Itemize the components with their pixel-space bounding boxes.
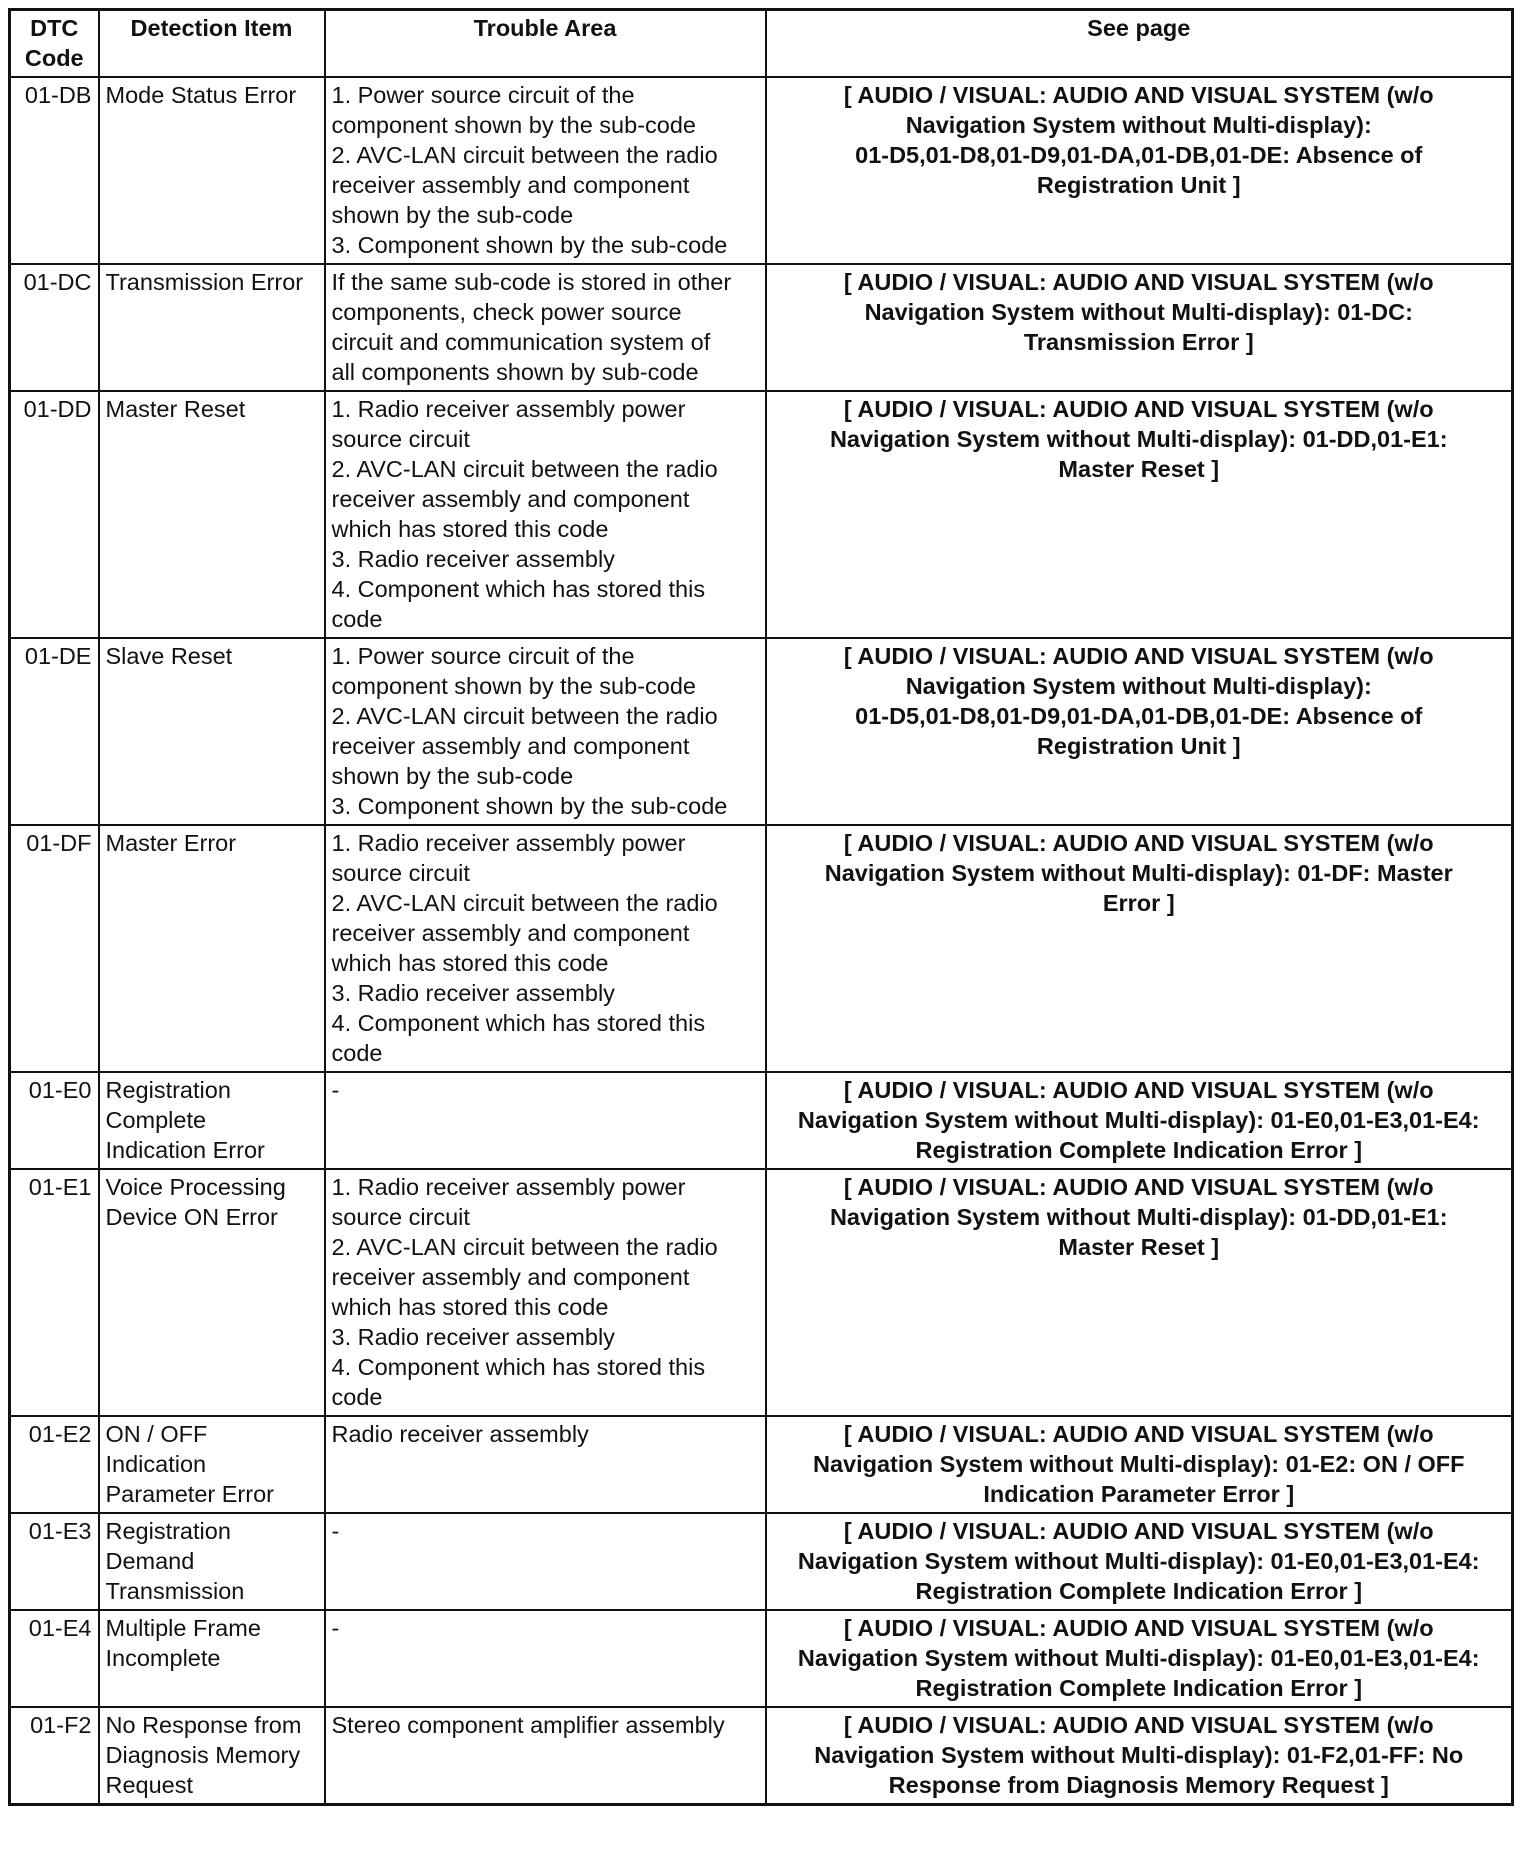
- trouble-area-cell: [325, 391, 766, 638]
- table-row: [10, 1707, 1513, 1805]
- trouble-line: source circuit: [331, 1204, 470, 1230]
- see-page-cell[interactable]: [766, 1072, 1513, 1169]
- see-page-line: Navigation System without Multi-display):: [905, 673, 1372, 699]
- trouble-line: code: [331, 606, 383, 632]
- trouble-area-cell: [325, 264, 766, 391]
- detection-line: Multiple Frame: [105, 1615, 261, 1641]
- detection-line: Transmission Error: [105, 269, 304, 295]
- see-page-line: [ AUDIO / VISUAL: AUDIO AND VISUAL SYSTEM (w/o: [843, 1712, 1434, 1738]
- dtc-code-cell: 01-F2: [10, 1707, 99, 1805]
- trouble-line: shown by the sub-code: [331, 763, 574, 789]
- detection-line: Parameter Error: [105, 1481, 274, 1507]
- see-page-line: [ AUDIO / VISUAL: AUDIO AND VISUAL SYSTEM (w/o: [843, 1421, 1434, 1447]
- table-row: [10, 1169, 1513, 1416]
- detection-item-cell: [99, 264, 325, 391]
- trouble-line: which has stored this code: [331, 1294, 609, 1320]
- see-page-cell[interactable]: [766, 1416, 1513, 1513]
- header-dtc-code-line2: Code: [24, 45, 84, 71]
- detection-item-cell: [99, 391, 325, 638]
- trouble-area-cell: [325, 77, 766, 264]
- trouble-line: all components shown by sub-code: [331, 359, 699, 385]
- see-page-line: Navigation System without Multi-display): 01-E0,01-E3,01-E4:: [797, 1548, 1480, 1574]
- table-row: [10, 825, 1513, 1072]
- detection-line: ON / OFF: [105, 1421, 208, 1447]
- trouble-line: 3. Radio receiver assembly: [331, 546, 615, 572]
- see-page-cell[interactable]: [766, 264, 1513, 391]
- trouble-line: receiver assembly and component: [331, 733, 690, 759]
- see-page-line: Error ]: [1102, 890, 1175, 916]
- trouble-area-cell: [325, 1416, 766, 1513]
- trouble-line: 3. Radio receiver assembly: [331, 980, 615, 1006]
- trouble-line: receiver assembly and component: [331, 172, 690, 198]
- see-page-line: Navigation System without Multi-display): 01-DF: Master: [824, 860, 1453, 886]
- trouble-line: 2. AVC-LAN circuit between the radio: [331, 703, 718, 729]
- trouble-line: 2. AVC-LAN circuit between the radio: [331, 890, 718, 916]
- trouble-line: 3. Radio receiver assembly: [331, 1324, 615, 1350]
- table-row: [10, 264, 1513, 391]
- see-page-line: [ AUDIO / VISUAL: AUDIO AND VISUAL SYSTEM (w/o: [843, 643, 1434, 669]
- detection-item-cell: [99, 77, 325, 264]
- trouble-line: 4. Component which has stored this: [331, 1010, 706, 1036]
- trouble-line: circuit and communication system of: [331, 329, 711, 355]
- see-page-cell[interactable]: [766, 1707, 1513, 1805]
- see-page-cell[interactable]: [766, 1513, 1513, 1610]
- header-dtc-code: [10, 10, 99, 78]
- trouble-line: source circuit: [331, 860, 470, 886]
- trouble-line: 2. AVC-LAN circuit between the radio: [331, 456, 718, 482]
- see-page-line: [ AUDIO / VISUAL: AUDIO AND VISUAL SYSTEM (w/o: [843, 1615, 1434, 1641]
- detection-line: Registration: [105, 1077, 231, 1103]
- trouble-area-cell: [325, 638, 766, 825]
- see-page-line: Navigation System without Multi-display): 01-E0,01-E3,01-E4:: [797, 1107, 1480, 1133]
- trouble-line: Stereo component amplifier assembly: [331, 1712, 725, 1738]
- trouble-line: code: [331, 1384, 383, 1410]
- see-page-line: Navigation System without Multi-display): 01-DC:: [864, 299, 1413, 325]
- detection-line: Transmission: [105, 1578, 245, 1604]
- trouble-line: If the same sub-code is stored in other: [331, 269, 732, 295]
- detection-item-cell: [99, 825, 325, 1072]
- see-page-line: [ AUDIO / VISUAL: AUDIO AND VISUAL SYSTEM (w/o: [843, 82, 1434, 108]
- see-page-line: [ AUDIO / VISUAL: AUDIO AND VISUAL SYSTEM (w/o: [843, 1518, 1434, 1544]
- see-page-line: Indication Parameter Error ]: [983, 1481, 1295, 1507]
- trouble-line: receiver assembly and component: [331, 1264, 690, 1290]
- trouble-line: components, check power source: [331, 299, 682, 325]
- trouble-line: 4. Component which has stored this: [331, 1354, 706, 1380]
- dtc-table: [8, 8, 1514, 1806]
- see-page-line: Master Reset ]: [1058, 456, 1220, 482]
- detection-item-cell: [99, 1610, 325, 1707]
- trouble-line: -: [331, 1615, 340, 1641]
- dtc-code-cell: 01-DB: [10, 77, 99, 264]
- trouble-line: component shown by the sub-code: [331, 673, 696, 699]
- trouble-line: which has stored this code: [331, 516, 609, 542]
- see-page-line: Navigation System without Multi-display): 01-E2: ON / OFF: [812, 1451, 1465, 1477]
- see-page-line: [ AUDIO / VISUAL: AUDIO AND VISUAL SYSTEM (w/o: [843, 1077, 1434, 1103]
- dtc-code-cell: 01-E2: [10, 1416, 99, 1513]
- trouble-area-cell: [325, 1072, 766, 1169]
- see-page-cell[interactable]: [766, 77, 1513, 264]
- header-dtc-code-line1: DTC: [30, 15, 79, 41]
- see-page-cell[interactable]: [766, 1610, 1513, 1707]
- trouble-line: shown by the sub-code: [331, 202, 574, 228]
- see-page-line: Response from Diagnosis Memory Request ]: [888, 1772, 1389, 1798]
- dtc-code-cell: 01-E3: [10, 1513, 99, 1610]
- trouble-line: 2. AVC-LAN circuit between the radio: [331, 142, 718, 168]
- detection-line: Registration: [105, 1518, 231, 1544]
- table-row: [10, 391, 1513, 638]
- table-row: [10, 1610, 1513, 1707]
- trouble-line: 1. Power source circuit of the: [331, 643, 635, 669]
- trouble-line: -: [331, 1518, 340, 1544]
- dtc-code-cell: 01-E4: [10, 1610, 99, 1707]
- header-detection-item: Detection Item: [99, 10, 325, 78]
- see-page-line: Registration Complete Indication Error ]: [915, 1675, 1363, 1701]
- trouble-line: 1. Power source circuit of the: [331, 82, 635, 108]
- dtc-table-body: [10, 77, 1513, 1805]
- header-see-page: See page: [766, 10, 1513, 78]
- dtc-code-cell: 01-DE: [10, 638, 99, 825]
- trouble-line: 1. Radio receiver assembly power: [331, 830, 686, 856]
- detection-line: Incomplete: [105, 1645, 221, 1671]
- see-page-line: 01-D5,01-D8,01-D9,01-DA,01-DB,01-DE: Absence of: [855, 703, 1423, 729]
- trouble-line: receiver assembly and component: [331, 486, 690, 512]
- see-page-line: Navigation System without Multi-display): 01-F2,01-FF: No: [814, 1742, 1464, 1768]
- detection-line: Indication: [105, 1451, 207, 1477]
- see-page-line: Navigation System without Multi-display): 01-DD,01-E1:: [829, 1204, 1448, 1230]
- see-page-line: Registration Unit ]: [1036, 172, 1241, 198]
- detection-line: Indication Error: [105, 1137, 265, 1163]
- trouble-line: 3. Component shown by the sub-code: [331, 793, 728, 819]
- see-page-cell[interactable]: [766, 638, 1513, 825]
- see-page-line: [ AUDIO / VISUAL: AUDIO AND VISUAL SYSTEM (w/o: [843, 1174, 1434, 1200]
- trouble-area-cell: [325, 1169, 766, 1416]
- see-page-line: Transmission Error ]: [1023, 329, 1254, 355]
- trouble-line: 2. AVC-LAN circuit between the radio: [331, 1234, 718, 1260]
- see-page-line: Registration Unit ]: [1036, 733, 1241, 759]
- see-page-line: Navigation System without Multi-display): 01-DD,01-E1:: [829, 426, 1448, 452]
- detection-line: Mode Status Error: [105, 82, 297, 108]
- see-page-line: [ AUDIO / VISUAL: AUDIO AND VISUAL SYSTEM (w/o: [843, 269, 1434, 295]
- header-trouble-area: Trouble Area: [325, 10, 766, 78]
- detection-item-cell: [99, 1707, 325, 1805]
- trouble-area-cell: [325, 1610, 766, 1707]
- dtc-code-cell: 01-DD: [10, 391, 99, 638]
- table-row: [10, 638, 1513, 825]
- detection-line: Voice Processing: [105, 1174, 286, 1200]
- trouble-line: 3. Component shown by the sub-code: [331, 232, 728, 258]
- detection-line: Master Error: [105, 830, 237, 856]
- trouble-line: Radio receiver assembly: [331, 1421, 589, 1447]
- see-page-line: [ AUDIO / VISUAL: AUDIO AND VISUAL SYSTEM (w/o: [843, 830, 1434, 856]
- see-page-line: Registration Complete Indication Error ]: [915, 1578, 1363, 1604]
- trouble-area-cell: [325, 1707, 766, 1805]
- dtc-code-cell: 01-DC: [10, 264, 99, 391]
- detection-item-cell: [99, 1513, 325, 1610]
- see-page-line: Master Reset ]: [1058, 1234, 1220, 1260]
- trouble-line: which has stored this code: [331, 950, 609, 976]
- see-page-cell[interactable]: [766, 391, 1513, 638]
- see-page-cell[interactable]: [766, 1169, 1513, 1416]
- trouble-area-cell: [325, 825, 766, 1072]
- detection-line: Request: [105, 1772, 194, 1798]
- header-row: [10, 10, 1513, 78]
- trouble-area-cell: [325, 1513, 766, 1610]
- detection-line: Master Reset: [105, 396, 246, 422]
- detection-line: Slave Reset: [105, 643, 233, 669]
- detection-line: Demand: [105, 1548, 195, 1574]
- detection-line: Device ON Error: [105, 1204, 278, 1230]
- trouble-line: -: [331, 1077, 340, 1103]
- detection-line: No Response from: [105, 1712, 302, 1738]
- table-row: [10, 1513, 1513, 1610]
- detection-item-cell: [99, 638, 325, 825]
- detection-item-cell: [99, 1416, 325, 1513]
- table-row: [10, 77, 1513, 264]
- see-page-cell[interactable]: [766, 825, 1513, 1072]
- trouble-line: receiver assembly and component: [331, 920, 690, 946]
- table-row: [10, 1416, 1513, 1513]
- see-page-line: 01-D5,01-D8,01-D9,01-DA,01-DB,01-DE: Absence of: [855, 142, 1423, 168]
- see-page-line: Registration Complete Indication Error ]: [915, 1137, 1363, 1163]
- trouble-line: 1. Radio receiver assembly power: [331, 1174, 686, 1200]
- see-page-line: [ AUDIO / VISUAL: AUDIO AND VISUAL SYSTEM (w/o: [843, 396, 1434, 422]
- trouble-line: source circuit: [331, 426, 470, 452]
- see-page-line: Navigation System without Multi-display): 01-E0,01-E3,01-E4:: [797, 1645, 1480, 1671]
- detection-item-cell: [99, 1072, 325, 1169]
- dtc-code-cell: 01-E1: [10, 1169, 99, 1416]
- dtc-code-cell: 01-E0: [10, 1072, 99, 1169]
- detection-item-cell: [99, 1169, 325, 1416]
- detection-line: Complete: [105, 1107, 207, 1133]
- detection-line: Diagnosis Memory: [105, 1742, 301, 1768]
- dtc-code-cell: 01-DF: [10, 825, 99, 1072]
- see-page-line: Navigation System without Multi-display):: [905, 112, 1372, 138]
- trouble-line: 4. Component which has stored this: [331, 576, 706, 602]
- trouble-line: component shown by the sub-code: [331, 112, 696, 138]
- trouble-line: 1. Radio receiver assembly power: [331, 396, 686, 422]
- table-row: [10, 1072, 1513, 1169]
- trouble-line: code: [331, 1040, 383, 1066]
